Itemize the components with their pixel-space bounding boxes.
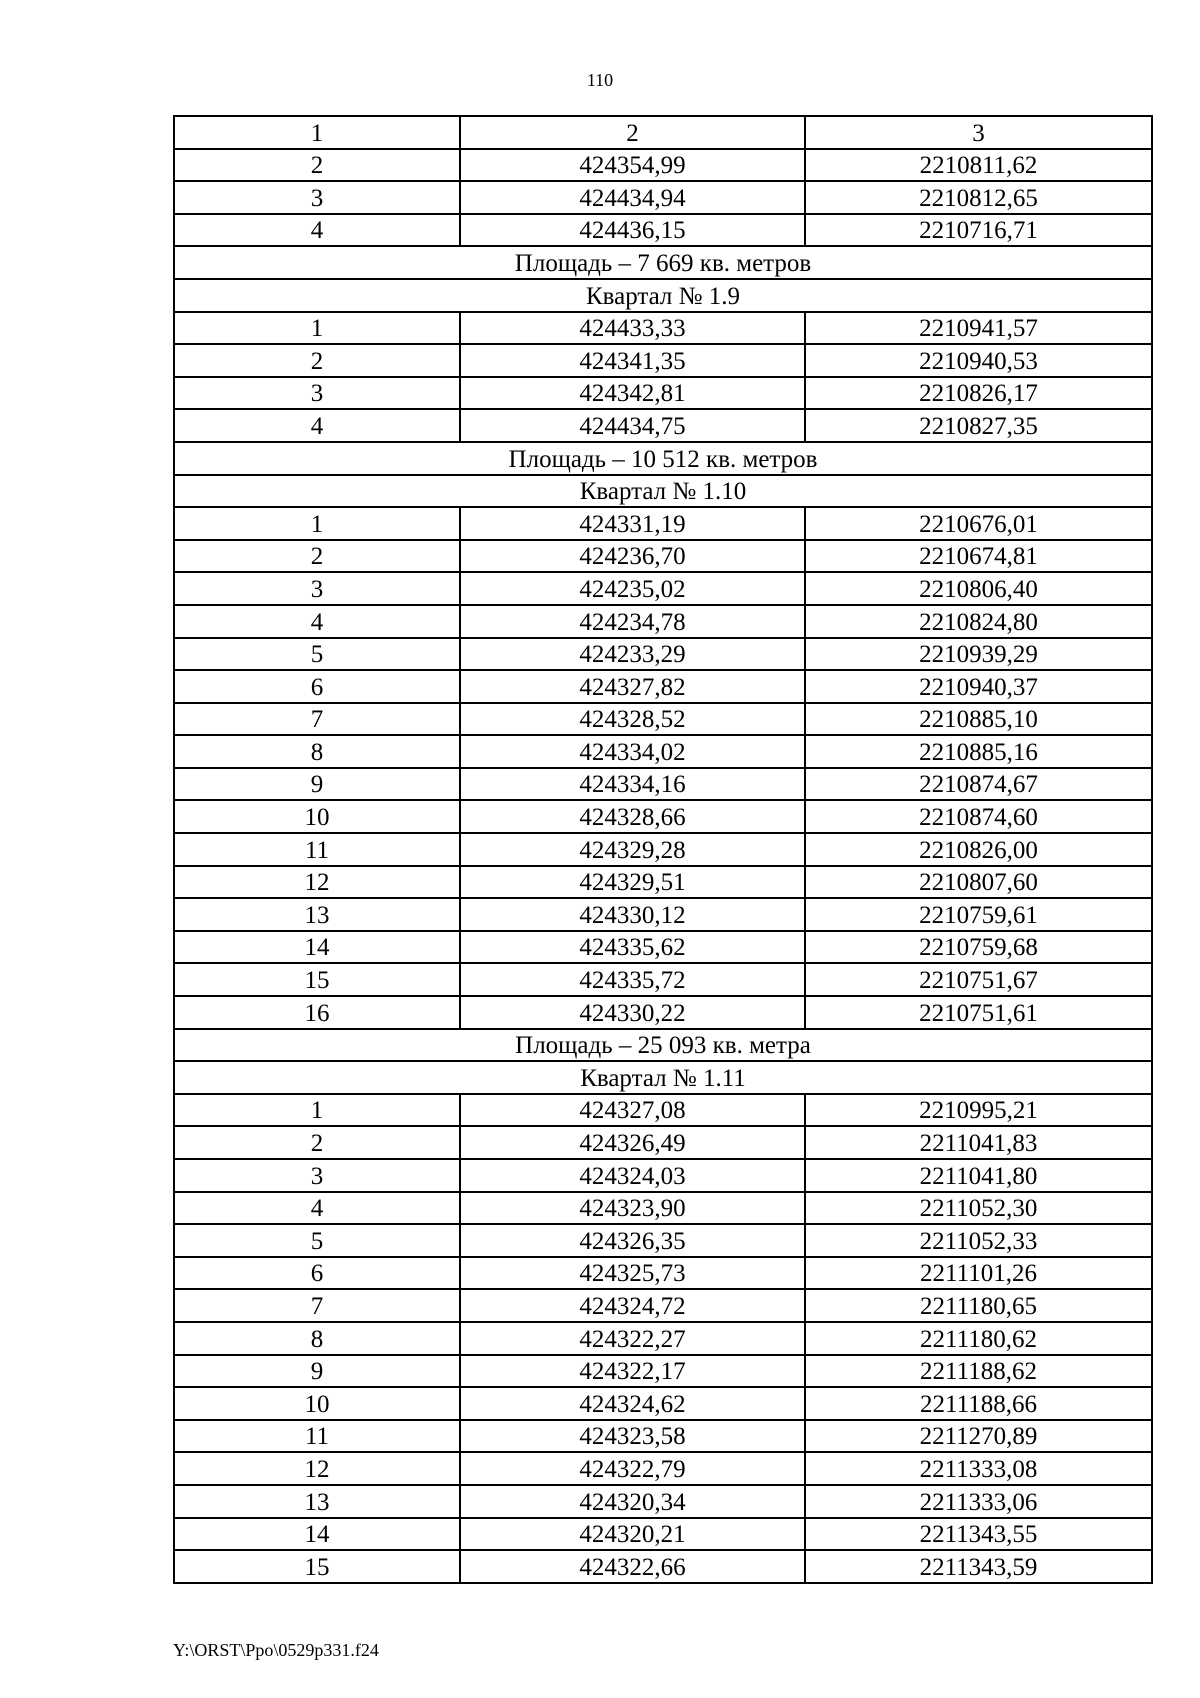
y-coordinate-cell: 2210826,17 (805, 377, 1152, 410)
y-coordinate-cell: 2210716,71 (805, 214, 1152, 247)
point-number-cell: 15 (174, 963, 460, 996)
x-coordinate-cell: 424334,16 (460, 768, 805, 801)
y-coordinate-cell: 2210751,67 (805, 963, 1152, 996)
point-number-cell: 8 (174, 1322, 460, 1355)
y-coordinate-cell: 2211343,55 (805, 1518, 1152, 1551)
y-coordinate-cell: 2210824,80 (805, 605, 1152, 638)
x-coordinate-cell: 424324,62 (460, 1387, 805, 1420)
table-row (174, 963, 1152, 996)
table-section-row (174, 442, 1152, 475)
x-coordinate-cell: 424326,49 (460, 1126, 805, 1159)
point-number-cell: 14 (174, 1518, 460, 1551)
y-coordinate-cell: 2211188,66 (805, 1387, 1152, 1420)
table-row (174, 344, 1152, 377)
y-coordinate-cell: 2210674,81 (805, 540, 1152, 573)
y-coordinate-cell: 2210759,61 (805, 898, 1152, 931)
y-coordinate-cell: 2210812,65 (805, 181, 1152, 214)
x-coordinate-cell: 424322,17 (460, 1355, 805, 1388)
x-coordinate-cell: 424323,58 (460, 1420, 805, 1453)
coordinates-table-body (174, 116, 1152, 1583)
x-coordinate-cell: 424322,66 (460, 1550, 805, 1583)
x-coordinate-cell: 424436,15 (460, 214, 805, 247)
table-row (174, 638, 1152, 671)
y-coordinate-cell: 2210827,35 (805, 409, 1152, 442)
table-row (174, 670, 1152, 703)
point-number-cell: 8 (174, 735, 460, 768)
point-number-cell: 12 (174, 1452, 460, 1485)
x-coordinate-cell: 424354,99 (460, 149, 805, 182)
y-coordinate-cell: 2211180,65 (805, 1289, 1152, 1322)
table-row (174, 1518, 1152, 1551)
x-coordinate-cell: 424233,29 (460, 638, 805, 671)
x-coordinate-cell: 424320,34 (460, 1485, 805, 1518)
column-header-point-number: 1 (174, 116, 460, 149)
y-coordinate-cell: 2210939,29 (805, 638, 1152, 671)
y-coordinate-cell: 2211270,89 (805, 1420, 1152, 1453)
x-coordinate-cell: 424335,72 (460, 963, 805, 996)
point-number-cell: 9 (174, 768, 460, 801)
x-coordinate-cell: 424329,51 (460, 866, 805, 899)
table-row (174, 1094, 1152, 1127)
x-coordinate-cell: 424236,70 (460, 540, 805, 573)
y-coordinate-cell: 2210885,16 (805, 735, 1152, 768)
table-row (174, 1420, 1152, 1453)
table-row (174, 214, 1152, 247)
table-row (174, 1224, 1152, 1257)
table-section-row (174, 1029, 1152, 1062)
table-row (174, 1126, 1152, 1159)
point-number-cell: 3 (174, 1159, 460, 1192)
point-number-cell: 6 (174, 1257, 460, 1290)
table-row (174, 768, 1152, 801)
y-coordinate-cell: 2210874,60 (805, 800, 1152, 833)
y-coordinate-cell: 2211180,62 (805, 1322, 1152, 1355)
x-coordinate-cell: 424326,35 (460, 1224, 805, 1257)
table-row (174, 540, 1152, 573)
x-coordinate-cell: 424434,75 (460, 409, 805, 442)
point-number-cell: 13 (174, 898, 460, 931)
table-row (174, 866, 1152, 899)
table-row (174, 605, 1152, 638)
x-coordinate-cell: 424328,52 (460, 703, 805, 736)
point-number-cell: 4 (174, 214, 460, 247)
point-number-cell: 5 (174, 1224, 460, 1257)
point-number-cell: 4 (174, 605, 460, 638)
point-number-cell: 2 (174, 344, 460, 377)
section-label-cell: Площадь – 10 512 кв. метров (174, 442, 1152, 475)
table-section-row (174, 279, 1152, 312)
table-row (174, 572, 1152, 605)
table-section-row (174, 246, 1152, 279)
table-row (174, 1257, 1152, 1290)
point-number-cell: 4 (174, 409, 460, 442)
column-header-y-coordinate: 3 (805, 116, 1152, 149)
point-number-cell: 4 (174, 1192, 460, 1225)
page-number: 110 (586, 70, 614, 90)
y-coordinate-cell: 2211041,80 (805, 1159, 1152, 1192)
x-coordinate-cell: 424322,79 (460, 1452, 805, 1485)
table-row (174, 735, 1152, 768)
point-number-cell: 7 (174, 703, 460, 736)
table-row (174, 1485, 1152, 1518)
table-row (174, 181, 1152, 214)
y-coordinate-cell: 2210995,21 (805, 1094, 1152, 1127)
table-row (174, 800, 1152, 833)
y-coordinate-cell: 2210826,00 (805, 833, 1152, 866)
table-row (174, 1192, 1152, 1225)
x-coordinate-cell: 424335,62 (460, 931, 805, 964)
table-row (174, 1387, 1152, 1420)
point-number-cell: 2 (174, 540, 460, 573)
y-coordinate-cell: 2211188,62 (805, 1355, 1152, 1388)
point-number-cell: 1 (174, 312, 460, 345)
point-number-cell: 9 (174, 1355, 460, 1388)
table-row (174, 703, 1152, 736)
x-coordinate-cell: 424330,22 (460, 996, 805, 1029)
y-coordinate-cell: 2211052,30 (805, 1192, 1152, 1225)
point-number-cell: 14 (174, 931, 460, 964)
point-number-cell: 13 (174, 1485, 460, 1518)
y-coordinate-cell: 2210874,67 (805, 768, 1152, 801)
point-number-cell: 3 (174, 181, 460, 214)
x-coordinate-cell: 424329,28 (460, 833, 805, 866)
y-coordinate-cell: 2210940,37 (805, 670, 1152, 703)
y-coordinate-cell: 2210806,40 (805, 572, 1152, 605)
point-number-cell: 16 (174, 996, 460, 1029)
x-coordinate-cell: 424322,27 (460, 1322, 805, 1355)
table-row (174, 377, 1152, 410)
point-number-cell: 11 (174, 833, 460, 866)
point-number-cell: 10 (174, 1387, 460, 1420)
table-row (174, 931, 1152, 964)
y-coordinate-cell: 2211343,59 (805, 1550, 1152, 1583)
point-number-cell: 10 (174, 800, 460, 833)
table-row (174, 1322, 1152, 1355)
table-row (174, 996, 1152, 1029)
x-coordinate-cell: 424433,33 (460, 312, 805, 345)
point-number-cell: 7 (174, 1289, 460, 1322)
table-row (174, 1289, 1152, 1322)
table-row (174, 1452, 1152, 1485)
point-number-cell: 5 (174, 638, 460, 671)
point-number-cell: 2 (174, 149, 460, 182)
table-row (174, 1550, 1152, 1583)
coordinates-table (173, 115, 1153, 1584)
x-coordinate-cell: 424320,21 (460, 1518, 805, 1551)
y-coordinate-cell: 2211333,08 (805, 1452, 1152, 1485)
x-coordinate-cell: 424234,78 (460, 605, 805, 638)
y-coordinate-cell: 2211101,26 (805, 1257, 1152, 1290)
y-coordinate-cell: 2210885,10 (805, 703, 1152, 736)
table-row (174, 312, 1152, 345)
y-coordinate-cell: 2210811,62 (805, 149, 1152, 182)
x-coordinate-cell: 424325,73 (460, 1257, 805, 1290)
point-number-cell: 6 (174, 670, 460, 703)
section-label-cell: Квартал № 1.10 (174, 475, 1152, 508)
table-row (174, 898, 1152, 931)
table-row (174, 507, 1152, 540)
x-coordinate-cell: 424235,02 (460, 572, 805, 605)
section-label-cell: Квартал № 1.9 (174, 279, 1152, 312)
point-number-cell: 1 (174, 1094, 460, 1127)
table-row (174, 1159, 1152, 1192)
point-number-cell: 11 (174, 1420, 460, 1453)
x-coordinate-cell: 424327,08 (460, 1094, 805, 1127)
x-coordinate-cell: 424334,02 (460, 735, 805, 768)
footer-file-path: Y:\ORST\Ppo\0529p331.f24 (173, 1640, 379, 1660)
y-coordinate-cell: 2210751,61 (805, 996, 1152, 1029)
x-coordinate-cell: 424324,72 (460, 1289, 805, 1322)
table-row (174, 409, 1152, 442)
y-coordinate-cell: 2210940,53 (805, 344, 1152, 377)
x-coordinate-cell: 424328,66 (460, 800, 805, 833)
x-coordinate-cell: 424327,82 (460, 670, 805, 703)
y-coordinate-cell: 2211333,06 (805, 1485, 1152, 1518)
y-coordinate-cell: 2210676,01 (805, 507, 1152, 540)
table-row (174, 1355, 1152, 1388)
y-coordinate-cell: 2210941,57 (805, 312, 1152, 345)
x-coordinate-cell: 424324,03 (460, 1159, 805, 1192)
x-coordinate-cell: 424331,19 (460, 507, 805, 540)
x-coordinate-cell: 424341,35 (460, 344, 805, 377)
section-label-cell: Квартал № 1.11 (174, 1061, 1152, 1094)
table-row (174, 149, 1152, 182)
y-coordinate-cell: 2211041,83 (805, 1126, 1152, 1159)
y-coordinate-cell: 2210759,68 (805, 931, 1152, 964)
x-coordinate-cell: 424323,90 (460, 1192, 805, 1225)
table-row (174, 833, 1152, 866)
table-section-row (174, 1061, 1152, 1094)
x-coordinate-cell: 424342,81 (460, 377, 805, 410)
point-number-cell: 12 (174, 866, 460, 899)
point-number-cell: 3 (174, 572, 460, 605)
y-coordinate-cell: 2210807,60 (805, 866, 1152, 899)
y-coordinate-cell: 2211052,33 (805, 1224, 1152, 1257)
table-header-row (174, 116, 1152, 149)
point-number-cell: 3 (174, 377, 460, 410)
x-coordinate-cell: 424434,94 (460, 181, 805, 214)
section-label-cell: Площадь – 7 669 кв. метров (174, 246, 1152, 279)
column-header-x-coordinate: 2 (460, 116, 805, 149)
point-number-cell: 2 (174, 1126, 460, 1159)
table-section-row (174, 475, 1152, 508)
x-coordinate-cell: 424330,12 (460, 898, 805, 931)
point-number-cell: 15 (174, 1550, 460, 1583)
section-label-cell: Площадь – 25 093 кв. метра (174, 1029, 1152, 1062)
point-number-cell: 1 (174, 507, 460, 540)
